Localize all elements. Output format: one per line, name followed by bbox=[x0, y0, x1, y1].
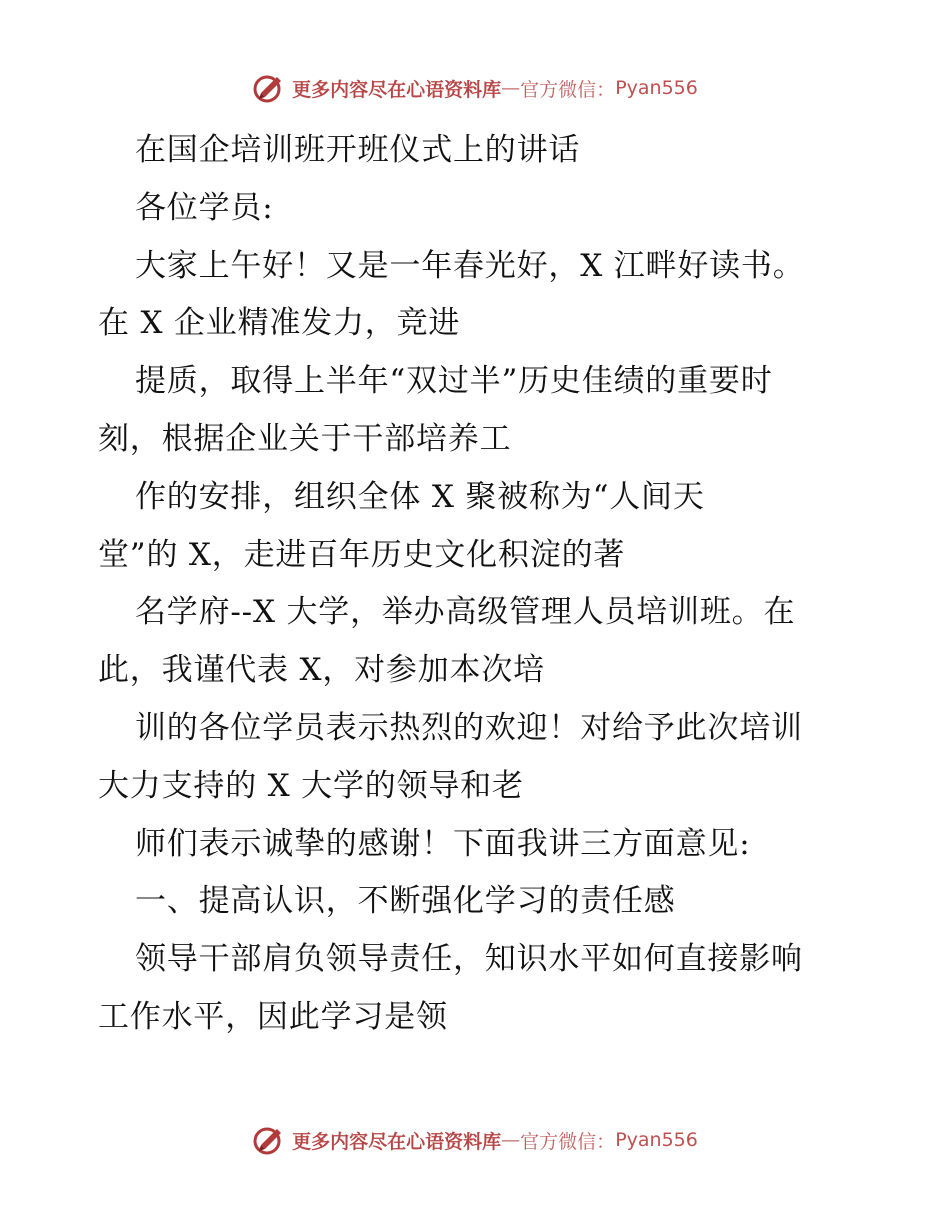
text-line: 领导干部肩负领导责任，知识水平如何直接影响 bbox=[135, 941, 803, 978]
text-line: 名学府--X 大学，举办高级管理人员培训班。在 bbox=[135, 594, 796, 631]
text-line: 刻，根据企业关于干部培养工 bbox=[98, 420, 512, 457]
watermark-main-text: 更多内容尽在心语资料库 bbox=[292, 1130, 502, 1153]
header-watermark bbox=[0, 68, 950, 108]
pen-logo-icon bbox=[252, 1123, 286, 1157]
text-line: 在 X 企业精准发力，竞进 bbox=[98, 305, 461, 342]
footer-watermark bbox=[0, 1120, 950, 1160]
watermark-wechat-label: 官方微信： bbox=[520, 1130, 616, 1153]
document-body bbox=[98, 122, 858, 1047]
watermark-wechat-id: Pyan556 bbox=[615, 77, 698, 99]
text-line: 大力支持的 X 大学的领导和老 bbox=[98, 767, 524, 804]
watermark-wechat-label: 官方微信： bbox=[520, 78, 616, 101]
text-line: 此，我谨代表 X，对参加本次培 bbox=[98, 652, 545, 689]
text-line: 作的安排，组织全体 X 聚被称为“人间天 bbox=[135, 478, 705, 515]
text-line: 堂”的 X，走进百年历史文化积淀的著 bbox=[98, 536, 626, 573]
text-line: 训的各位学员表示热烈的欢迎！对给予此次培训 bbox=[135, 709, 803, 746]
text-line: 各位学员: bbox=[135, 189, 274, 226]
document-title: 在国企培训班开班仪式上的讲话 bbox=[135, 132, 581, 168]
text-line: 提质，取得上半年“双过半”历史佳绩的重要时 bbox=[135, 363, 773, 400]
pen-logo-icon bbox=[252, 71, 286, 105]
text-line: 一、提高认识，不断强化学习的责任感 bbox=[135, 883, 676, 920]
text-line: 师们表示诚挚的感谢！下面我讲三方面意见: bbox=[135, 825, 751, 862]
watermark-wechat-id: Pyan556 bbox=[615, 1129, 698, 1151]
watermark-separator: — bbox=[501, 1129, 521, 1151]
text-line: 工作水平，因此学习是领 bbox=[98, 998, 448, 1035]
watermark-main-text: 更多内容尽在心语资料库 bbox=[292, 78, 502, 101]
watermark-separator: — bbox=[501, 77, 521, 99]
text-line: 大家上午好！又是一年春光好，X 江畔好读书。 bbox=[135, 247, 805, 284]
